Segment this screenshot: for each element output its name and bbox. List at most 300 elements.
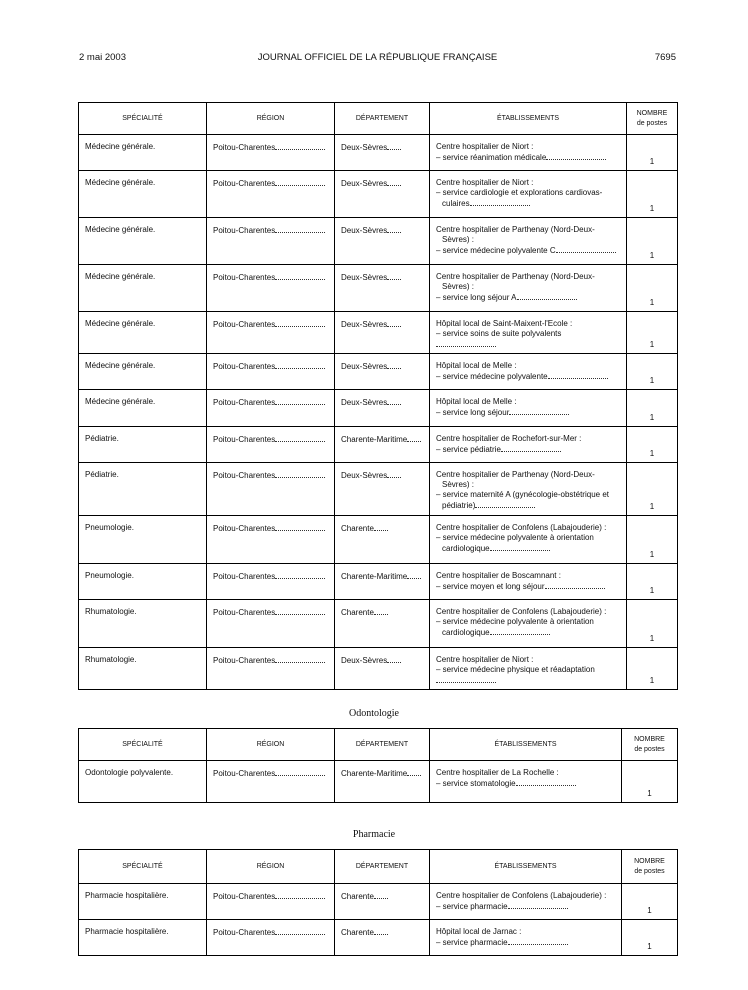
col-header-etablissements: ÉTABLISSEMENTS bbox=[430, 103, 627, 135]
leader-dots bbox=[275, 361, 325, 369]
leader-dots bbox=[546, 152, 606, 160]
leader-dots bbox=[275, 470, 325, 478]
specialite-text: Pharmacie hospitalière. bbox=[85, 927, 169, 936]
cell-specialite bbox=[79, 427, 207, 463]
leader-dots bbox=[387, 225, 401, 233]
cell-specialite bbox=[79, 218, 207, 265]
etablissement-line bbox=[436, 361, 620, 371]
region-text-text: Poitou-Charentes bbox=[213, 524, 276, 533]
cell-departement bbox=[335, 312, 430, 354]
cell-region bbox=[207, 265, 335, 312]
cell-departement bbox=[335, 135, 430, 171]
etablissement-line bbox=[436, 272, 620, 282]
departement-text-text: Deux-Sèvres bbox=[341, 471, 388, 480]
region-text bbox=[213, 143, 325, 152]
region-text-text: Poitou-Charentes bbox=[213, 608, 276, 617]
region-text-text: Poitou-Charentes bbox=[213, 928, 276, 937]
etablissement-line bbox=[436, 225, 620, 235]
leader-dots bbox=[275, 225, 325, 233]
departement-text-text: Deux-Sèvres bbox=[341, 273, 388, 282]
departement-text-text: Deux-Sèvres bbox=[341, 656, 388, 665]
etablissement-line bbox=[436, 617, 620, 627]
header-date: 2 mai 2003 bbox=[79, 52, 127, 63]
cell-specialite bbox=[79, 354, 207, 390]
cell-etablissement bbox=[430, 312, 627, 354]
departement-text bbox=[341, 892, 388, 901]
specialite-text: Médecine générale. bbox=[85, 361, 156, 370]
cell-etablissement bbox=[430, 600, 627, 648]
cell-departement bbox=[335, 600, 430, 648]
table-header-row bbox=[79, 729, 678, 761]
etablissement-line bbox=[436, 444, 620, 455]
departement-text bbox=[341, 435, 421, 444]
departement-text-text: Charente bbox=[341, 524, 374, 533]
leader-dots bbox=[548, 371, 608, 379]
cell-specialite bbox=[79, 648, 207, 690]
region-text bbox=[213, 273, 325, 282]
cell-departement bbox=[335, 564, 430, 600]
departement-text bbox=[341, 362, 401, 371]
region-text bbox=[213, 471, 325, 480]
nombre-value: 1 bbox=[649, 413, 655, 422]
etablissement-line-text: Centre hospitalier de Parthenay (Nord-Deux- bbox=[436, 470, 595, 479]
etablissement-line bbox=[436, 665, 620, 686]
table-row bbox=[79, 312, 678, 354]
etablissement-line bbox=[436, 927, 615, 937]
leader-dots bbox=[545, 581, 605, 589]
cell-specialite bbox=[79, 463, 207, 516]
etablissement-line bbox=[436, 480, 620, 490]
region-text bbox=[213, 928, 325, 937]
cell-specialite bbox=[79, 265, 207, 312]
etablissement-line bbox=[436, 627, 620, 638]
region-text-text: Poitou-Charentes bbox=[213, 769, 276, 778]
etablissement-line bbox=[436, 292, 620, 303]
etablissement-line-text: Sèvres) : bbox=[442, 235, 475, 244]
cell-nombre bbox=[627, 600, 678, 648]
cell-region bbox=[207, 600, 335, 648]
etablissement-line bbox=[436, 188, 620, 198]
cell-nombre bbox=[622, 920, 678, 956]
col-header-nombre bbox=[627, 103, 678, 135]
etablissement-line-text: – service maternité A (gynécologie-obstétrique et bbox=[436, 490, 609, 499]
cell-departement bbox=[335, 463, 430, 516]
leader-dots bbox=[275, 571, 325, 579]
cell-specialite bbox=[79, 761, 207, 803]
cell-nombre bbox=[627, 648, 678, 690]
departement-text bbox=[341, 143, 401, 152]
table-row bbox=[79, 884, 678, 920]
departement-text-text: Charente bbox=[341, 608, 374, 617]
region-text-text: Poitou-Charentes bbox=[213, 572, 276, 581]
cell-region bbox=[207, 564, 335, 600]
cell-region bbox=[207, 218, 335, 265]
region-text bbox=[213, 524, 325, 533]
nombre-value: 1 bbox=[649, 550, 655, 559]
cell-departement bbox=[335, 171, 430, 218]
col-header-nombre bbox=[622, 850, 678, 884]
region-text-text: Poitou-Charentes bbox=[213, 892, 276, 901]
departement-text-text: Deux-Sèvres bbox=[341, 226, 388, 235]
leader-dots bbox=[374, 891, 388, 899]
col-header-region: RÉGION bbox=[207, 850, 335, 884]
departement-text bbox=[341, 398, 401, 407]
cell-departement bbox=[335, 761, 430, 803]
cell-specialite bbox=[79, 390, 207, 427]
etablissement-line-text: – service stomatologie bbox=[436, 779, 516, 788]
departement-text bbox=[341, 769, 421, 778]
etablissement-line-text: – service pédiatrie bbox=[436, 445, 501, 454]
cell-region bbox=[207, 463, 335, 516]
leader-dots bbox=[275, 178, 325, 186]
col-header-nombre-l1: NOMBRE bbox=[634, 857, 665, 865]
cell-etablissement bbox=[430, 354, 627, 390]
col-header-nombre-l1: NOMBRE bbox=[636, 109, 668, 117]
etablissement-line-text: – service moyen et long séjour bbox=[436, 582, 545, 591]
cell-region bbox=[207, 648, 335, 690]
cell-departement bbox=[335, 265, 430, 312]
etablissement-line bbox=[436, 581, 620, 592]
leader-dots bbox=[275, 655, 325, 663]
departement-text bbox=[341, 320, 401, 329]
specialite-text: Odontologie polyvalente. bbox=[85, 768, 174, 777]
col-header-departement: DÉPARTEMENT bbox=[335, 850, 430, 884]
cell-specialite bbox=[79, 920, 207, 956]
nombre-value: 1 bbox=[647, 789, 652, 798]
etablissement-line bbox=[436, 245, 620, 256]
cell-etablissement bbox=[430, 516, 627, 564]
region-text-text: Poitou-Charentes bbox=[213, 656, 276, 665]
etablissement-line bbox=[436, 329, 620, 350]
cell-nombre bbox=[627, 354, 678, 390]
cell-etablissement bbox=[430, 463, 627, 516]
etablissement-line-text: – service médecine physique et réadaptation bbox=[436, 665, 595, 674]
etablissement-line-text: Centre hospitalier de Confolens (Labajouderie) : bbox=[436, 891, 607, 900]
etablissement-line bbox=[436, 152, 620, 163]
cell-etablissement bbox=[430, 884, 622, 920]
leader-dots bbox=[436, 675, 496, 683]
leader-dots bbox=[470, 198, 530, 206]
departement-text bbox=[341, 273, 401, 282]
table-row bbox=[79, 516, 678, 564]
col-header-nombre-l1: NOMBRE bbox=[634, 735, 665, 743]
specialite-text: Pédiatrie. bbox=[85, 470, 119, 479]
etablissement-line bbox=[436, 397, 620, 407]
departement-text bbox=[341, 572, 421, 581]
col-header-departement: DÉPARTEMENT bbox=[335, 103, 430, 135]
nombre-value: 1 bbox=[649, 157, 655, 166]
specialite-text: Rhumatologie. bbox=[85, 655, 137, 664]
departement-text bbox=[341, 928, 388, 937]
etablissement-line-text: – service pharmacie bbox=[436, 938, 508, 947]
cell-region bbox=[207, 761, 335, 803]
specialite-text: Pneumologie. bbox=[85, 571, 134, 580]
specialite-text: Pneumologie. bbox=[85, 523, 134, 532]
leader-dots bbox=[387, 397, 401, 405]
leader-dots bbox=[387, 655, 401, 663]
etablissement-line-text: – service réanimation médicale bbox=[436, 153, 547, 162]
cell-departement bbox=[335, 390, 430, 427]
cell-region bbox=[207, 312, 335, 354]
cell-region bbox=[207, 354, 335, 390]
table-row bbox=[79, 354, 678, 390]
etablissement-line bbox=[436, 371, 620, 382]
etablissement-line-text: – service médecine polyvalente C bbox=[436, 246, 556, 255]
cell-etablissement bbox=[430, 427, 627, 463]
etablissement-line bbox=[436, 470, 620, 480]
table-row bbox=[79, 135, 678, 171]
table-row bbox=[79, 218, 678, 265]
etablissement-line bbox=[436, 607, 620, 617]
cell-etablissement bbox=[430, 564, 627, 600]
specialite-text: Rhumatologie. bbox=[85, 607, 137, 616]
cell-departement bbox=[335, 920, 430, 956]
leader-dots bbox=[275, 319, 325, 327]
cell-departement bbox=[335, 427, 430, 463]
cell-departement bbox=[335, 884, 430, 920]
etablissement-line bbox=[436, 778, 615, 789]
etablissement-line bbox=[436, 178, 620, 188]
cell-region bbox=[207, 171, 335, 218]
etablissement-line-text: Centre hospitalier de Confolens (Labajouderie) : bbox=[436, 523, 607, 532]
etablissement-line-text: Sèvres) : bbox=[442, 282, 475, 291]
departement-text-text: Deux-Sèvres bbox=[341, 398, 388, 407]
departement-text-text: Deux-Sèvres bbox=[341, 362, 388, 371]
specialite-text: Médecine générale. bbox=[85, 225, 156, 234]
table-row bbox=[79, 463, 678, 516]
table-row bbox=[79, 761, 678, 803]
departement-text bbox=[341, 226, 401, 235]
leader-dots bbox=[490, 543, 550, 551]
table-row bbox=[79, 648, 678, 690]
etablissement-line bbox=[436, 571, 620, 581]
table-header-row bbox=[79, 103, 678, 135]
departement-text-text: Charente bbox=[341, 928, 374, 937]
specialite-text: Médecine générale. bbox=[85, 319, 156, 328]
etablissement-line bbox=[436, 533, 620, 543]
specialite-text: Pharmacie hospitalière. bbox=[85, 891, 169, 900]
leader-dots bbox=[516, 778, 576, 786]
section-title-odontologie: Odontologie bbox=[349, 708, 399, 719]
departement-text-text: Charente-Maritime bbox=[341, 435, 408, 444]
cell-nombre bbox=[627, 463, 678, 516]
etablissement-line bbox=[436, 901, 615, 912]
etablissement-line bbox=[436, 319, 620, 329]
etablissement-line bbox=[436, 500, 620, 511]
cell-specialite bbox=[79, 516, 207, 564]
etablissement-line-text: cardiologique bbox=[442, 544, 490, 553]
departement-text bbox=[341, 608, 388, 617]
nombre-value: 1 bbox=[649, 298, 655, 307]
table-medecine bbox=[78, 102, 678, 690]
region-text bbox=[213, 320, 325, 329]
etablissement-line bbox=[436, 937, 615, 948]
etablissement-line bbox=[436, 543, 620, 554]
leader-dots bbox=[387, 178, 401, 186]
region-text bbox=[213, 435, 325, 444]
leader-dots bbox=[387, 361, 401, 369]
leader-dots bbox=[275, 768, 325, 776]
etablissement-line-text: pédiatrie) bbox=[442, 501, 476, 510]
table-header-row bbox=[79, 850, 678, 884]
etablissement-line-text: Centre hospitalier de Niort : bbox=[436, 142, 534, 151]
etablissement-line bbox=[436, 282, 620, 292]
table-row bbox=[79, 427, 678, 463]
table-row bbox=[79, 600, 678, 648]
etablissement-line-text: Hôpital local de Saint-Maixent-l'Ecole : bbox=[436, 319, 573, 328]
etablissement-line-text: – service long séjour A bbox=[436, 293, 517, 302]
region-text-text: Poitou-Charentes bbox=[213, 226, 276, 235]
leader-dots bbox=[509, 407, 569, 415]
cell-etablissement bbox=[430, 920, 622, 956]
leader-dots bbox=[490, 627, 550, 635]
leader-dots bbox=[407, 768, 421, 776]
cell-specialite bbox=[79, 600, 207, 648]
etablissement-line-text: Centre hospitalier de Parthenay (Nord-Deux- bbox=[436, 272, 595, 281]
departement-text-text: Charente-Maritime bbox=[341, 769, 408, 778]
etablissement-line-text: Centre hospitalier de La Rochelle : bbox=[436, 768, 559, 777]
leader-dots bbox=[387, 470, 401, 478]
etablissement-line bbox=[436, 142, 620, 152]
header-page-number: 7695 bbox=[654, 52, 676, 63]
col-header-region: RÉGION bbox=[207, 103, 335, 135]
leader-dots bbox=[407, 571, 421, 579]
cell-etablissement bbox=[430, 390, 627, 427]
region-text bbox=[213, 572, 325, 581]
leader-dots bbox=[508, 901, 568, 909]
region-text-text: Poitou-Charentes bbox=[213, 320, 276, 329]
specialite-text: Médecine générale. bbox=[85, 397, 156, 406]
leader-dots bbox=[374, 927, 388, 935]
nombre-value: 1 bbox=[649, 586, 655, 595]
cell-specialite bbox=[79, 312, 207, 354]
col-header-nombre bbox=[622, 729, 678, 761]
cell-region bbox=[207, 920, 335, 956]
etablissement-line-text: culaires bbox=[442, 199, 470, 208]
leader-dots bbox=[275, 397, 325, 405]
table-odontologie bbox=[78, 728, 678, 803]
cell-specialite bbox=[79, 135, 207, 171]
region-text-text: Poitou-Charentes bbox=[213, 471, 276, 480]
etablissement-line-text: Centre hospitalier de Confolens (Labajouderie) : bbox=[436, 607, 607, 616]
col-header-etablissements: ÉTABLISSEMENTS bbox=[430, 850, 622, 884]
etablissement-line-text: cardiologique bbox=[442, 628, 490, 637]
etablissement-line-text: Centre hospitalier de Niort : bbox=[436, 655, 534, 664]
leader-dots bbox=[387, 319, 401, 327]
cell-nombre bbox=[627, 135, 678, 171]
etablissement-line-text: Centre hospitalier de Rochefort-sur-Mer : bbox=[436, 434, 582, 443]
leader-dots bbox=[374, 607, 388, 615]
region-text bbox=[213, 398, 325, 407]
leader-dots bbox=[275, 142, 325, 150]
departement-text bbox=[341, 656, 401, 665]
table-row bbox=[79, 390, 678, 427]
col-header-specialite: SPÉCIALITÉ bbox=[79, 729, 207, 761]
specialite-text: Pédiatrie. bbox=[85, 434, 119, 443]
leader-dots bbox=[501, 444, 561, 452]
etablissement-line-text: – service médecine polyvalente à orientation bbox=[436, 533, 594, 542]
nombre-value: 1 bbox=[649, 676, 655, 685]
cell-region bbox=[207, 884, 335, 920]
region-text-text: Poitou-Charentes bbox=[213, 273, 276, 282]
col-header-nombre-l2: de postes bbox=[636, 119, 668, 127]
cell-nombre bbox=[627, 265, 678, 312]
leader-dots bbox=[387, 272, 401, 280]
region-text bbox=[213, 608, 325, 617]
cell-specialite bbox=[79, 884, 207, 920]
cell-nombre bbox=[627, 218, 678, 265]
region-text-text: Poitou-Charentes bbox=[213, 435, 276, 444]
nombre-value: 1 bbox=[647, 942, 652, 951]
cell-nombre bbox=[622, 884, 678, 920]
cell-departement bbox=[335, 354, 430, 390]
nombre-value: 1 bbox=[649, 204, 655, 213]
cell-etablissement bbox=[430, 761, 622, 803]
specialite-text: Médecine générale. bbox=[85, 142, 156, 151]
leader-dots bbox=[275, 434, 325, 442]
nombre-value: 1 bbox=[649, 449, 655, 458]
etablissement-line-text: – service pharmacie bbox=[436, 902, 508, 911]
etablissement-line bbox=[436, 235, 620, 245]
region-text bbox=[213, 179, 325, 188]
nombre-value: 1 bbox=[649, 251, 655, 260]
nombre-value: 1 bbox=[649, 502, 655, 511]
col-header-region: RÉGION bbox=[207, 729, 335, 761]
etablissement-line-text: Centre hospitalier de Niort : bbox=[436, 178, 534, 187]
etablissement-line-text: – service long séjour bbox=[436, 408, 510, 417]
region-text bbox=[213, 656, 325, 665]
departement-text bbox=[341, 179, 401, 188]
cell-specialite bbox=[79, 171, 207, 218]
section-title-pharmacie: Pharmacie bbox=[352, 829, 396, 840]
cell-etablissement bbox=[430, 648, 627, 690]
etablissement-line-text: – service médecine polyvalente bbox=[436, 372, 548, 381]
etablissement-line bbox=[436, 198, 620, 209]
leader-dots bbox=[275, 272, 325, 280]
cell-nombre bbox=[627, 516, 678, 564]
leader-dots bbox=[275, 927, 325, 935]
col-header-nombre-l2: de postes bbox=[634, 867, 665, 875]
region-text bbox=[213, 769, 325, 778]
cell-nombre bbox=[627, 312, 678, 354]
departement-text-text: Charente bbox=[341, 892, 374, 901]
departement-text-text: Deux-Sèvres bbox=[341, 179, 388, 188]
region-text-text: Poitou-Charentes bbox=[213, 398, 276, 407]
cell-specialite bbox=[79, 564, 207, 600]
departement-text bbox=[341, 524, 388, 533]
col-header-departement: DÉPARTEMENT bbox=[335, 729, 430, 761]
col-header-etablissements: ÉTABLISSEMENTS bbox=[430, 729, 622, 761]
specialite-text: Médecine générale. bbox=[85, 178, 156, 187]
leader-dots bbox=[517, 292, 577, 300]
header-journal-title: JOURNAL OFFICIEL DE LA RÉPUBLIQUE FRANÇAISE bbox=[257, 52, 498, 63]
cell-etablissement bbox=[430, 171, 627, 218]
departement-text bbox=[341, 471, 401, 480]
cell-region bbox=[207, 427, 335, 463]
table-row bbox=[79, 564, 678, 600]
leader-dots bbox=[436, 339, 496, 347]
etablissement-line-text: Sèvres) : bbox=[442, 480, 475, 489]
nombre-value: 1 bbox=[649, 634, 655, 643]
cell-region bbox=[207, 135, 335, 171]
table-row bbox=[79, 920, 678, 956]
leader-dots bbox=[275, 891, 325, 899]
cell-nombre bbox=[627, 171, 678, 218]
departement-text-text: Deux-Sèvres bbox=[341, 143, 388, 152]
leader-dots bbox=[556, 245, 616, 253]
etablissement-line-text: Hôpital local de Jarnac : bbox=[436, 927, 522, 936]
cell-departement bbox=[335, 516, 430, 564]
